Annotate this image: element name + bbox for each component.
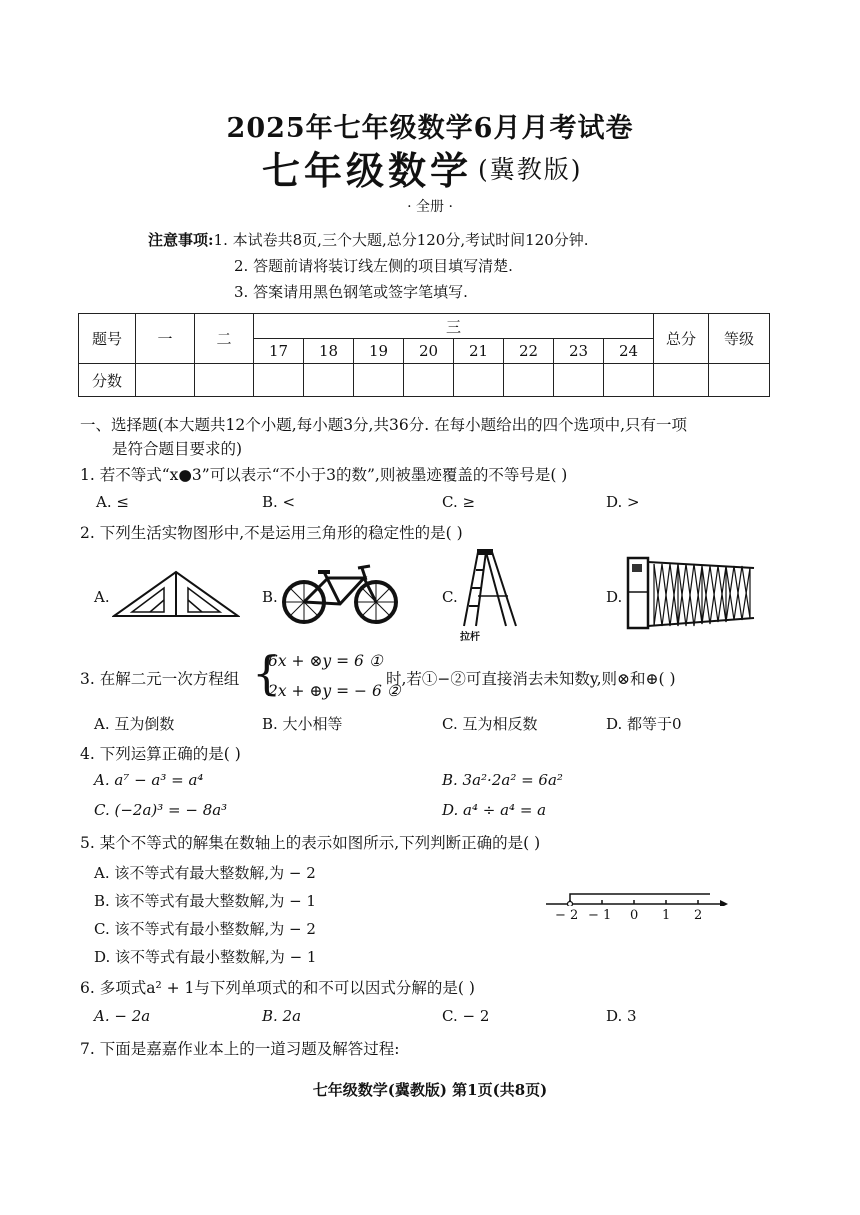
question-4-stem: 4. 下列运算正确的是( ) <box>80 745 241 763</box>
q3-equation-2: 2x + ⊕y = − 6 ② <box>268 682 401 700</box>
score-cell[interactable] <box>654 364 709 397</box>
edition-label: (冀教版) <box>478 155 583 184</box>
q3-option-d[interactable]: D. 都等于0 <box>606 715 682 733</box>
question-3-prefix: 3. 在解二元一次方程组 <box>80 670 240 688</box>
q6-option-c[interactable]: C. − 2 <box>442 1007 490 1025</box>
sub-header-cell: 22 <box>504 339 554 364</box>
q2-option-a[interactable]: A. <box>94 588 110 606</box>
score-cell[interactable] <box>304 364 354 397</box>
q3-option-b[interactable]: B. 大小相等 <box>262 715 343 733</box>
score-cell[interactable] <box>604 364 654 397</box>
q1-option-d[interactable]: D. > <box>606 493 640 511</box>
scope-label: · 全册 · <box>407 199 453 215</box>
q5-option-b[interactable]: B. 该不等式有最大整数解,为 − 1 <box>94 892 316 910</box>
score-cell[interactable] <box>554 364 604 397</box>
score-cell[interactable] <box>136 364 195 397</box>
notes-label: 注意事项: <box>148 231 214 249</box>
question-6-stem: 6. 多项式a² + 1与下列单项式的和不可以因式分解的是( ) <box>80 979 475 997</box>
sub-header-cell: 19 <box>354 339 404 364</box>
section-heading-line: 一、选择题(本大题共12个小题,每小题3分,共36分. 在每小题给出的四个选项中,只有一项 <box>80 416 687 434</box>
q6-option-b[interactable]: B. 2a <box>262 1007 302 1025</box>
axis-tick-label: 2 <box>694 908 703 923</box>
question-1-stem: 1. 若不等式“x●3”可以表示“不小于3的数”,则被墨迹覆盖的不等号是( ) <box>80 466 568 484</box>
q3-option-a[interactable]: A. 互为倒数 <box>94 715 175 733</box>
q5-option-a[interactable]: A. 该不等式有最大整数解,为 − 2 <box>94 864 316 882</box>
page-footer: 七年级数学(冀教版) 第1页(共8页) <box>312 1081 548 1099</box>
question-5-stem: 5. 某个不等式的解集在数轴上的表示如图所示,下列判断正确的是( ) <box>80 834 541 852</box>
score-cell[interactable] <box>254 364 304 397</box>
q6-option-d[interactable]: D. 3 <box>606 1007 637 1025</box>
score-cell[interactable] <box>504 364 554 397</box>
axis-tick-label: − 2 <box>555 908 579 923</box>
row-label: 分数 <box>79 364 136 397</box>
ladder-caption: 拉杆 <box>460 632 480 643</box>
section-heading-line: 是符合题目要求的) <box>112 440 243 458</box>
score-table <box>78 313 770 397</box>
bicycle-image <box>280 560 400 626</box>
question-2-stem: 2. 下列生活实物图形中,不是运用三角形的稳定性的是( ) <box>80 524 463 542</box>
q4-option-d[interactable]: D. a⁴ ÷ a⁴ = a <box>442 801 547 819</box>
header-cell: 一 <box>136 314 195 364</box>
exam-title: 2025年七年级数学6月月考试卷 <box>226 113 634 144</box>
header-cell: 题号 <box>79 314 136 364</box>
q1-option-a[interactable]: A. ≤ <box>96 493 129 511</box>
q2-option-d[interactable]: D. <box>606 588 623 606</box>
system-brace: { <box>252 646 282 700</box>
number-line <box>544 888 730 906</box>
axis-tick-label: 0 <box>630 908 639 923</box>
ladder-image <box>458 548 522 630</box>
note-item: 1. 本试卷共8页,三个大题,总分120分,考试时间120分钟. <box>213 231 589 249</box>
question-7-stem: 7. 下面是嘉嘉作业本上的一道习题及解答过程: <box>80 1040 400 1058</box>
q5-option-c[interactable]: C. 该不等式有最小整数解,为 − 2 <box>94 920 316 938</box>
q4-option-b[interactable]: B. 3a²·2a² = 6a² <box>442 771 563 789</box>
score-cell[interactable] <box>709 364 770 397</box>
axis-tick-label: − 1 <box>588 908 612 923</box>
question-3-suffix: 时,若①−②可直接消去未知数y,则⊗和⊕( ) <box>386 670 676 688</box>
header-cell: 三 <box>254 314 654 339</box>
q6-option-a[interactable]: A. − 2a <box>94 1007 151 1025</box>
q4-option-a[interactable]: A. a⁷ − a³ = a⁴ <box>94 771 204 789</box>
q3-option-c[interactable]: C. 互为相反数 <box>442 715 538 733</box>
score-cell[interactable] <box>404 364 454 397</box>
note-item: 3. 答案请用黑色钢笔或签字笔填写. <box>234 283 468 301</box>
q5-option-d[interactable]: D. 该不等式有最小整数解,为 − 1 <box>94 948 317 966</box>
score-cell[interactable] <box>195 364 254 397</box>
notes-block <box>148 227 589 305</box>
sub-header-cell: 18 <box>304 339 354 364</box>
header-cell: 等级 <box>709 314 770 364</box>
note-item: 2. 答题前请将装订线左侧的项目填写清楚. <box>234 257 513 275</box>
subject-title: 七年级数学 <box>262 148 473 193</box>
q1-option-b[interactable]: B. < <box>262 493 296 511</box>
q2-option-c[interactable]: C. <box>442 588 458 606</box>
sub-header-cell: 17 <box>254 339 304 364</box>
header-cell: 二 <box>195 314 254 364</box>
score-cell[interactable] <box>454 364 504 397</box>
sub-header-cell: 23 <box>554 339 604 364</box>
sub-header-cell: 20 <box>404 339 454 364</box>
roof-truss-image <box>112 568 240 620</box>
retractable-gate-image <box>624 552 756 632</box>
axis-tick-label: 1 <box>662 908 671 923</box>
q3-equation-1: 6x + ⊗y = 6 ① <box>268 652 383 670</box>
score-cell[interactable] <box>354 364 404 397</box>
q2-option-b[interactable]: B. <box>262 588 278 606</box>
q4-option-c[interactable]: C. (−2a)³ = − 8a³ <box>94 801 228 819</box>
header-cell: 总分 <box>654 314 709 364</box>
sub-header-cell: 24 <box>604 339 654 364</box>
section-heading <box>80 413 770 461</box>
q1-option-c[interactable]: C. ≥ <box>442 493 476 511</box>
sub-header-cell: 21 <box>454 339 504 364</box>
